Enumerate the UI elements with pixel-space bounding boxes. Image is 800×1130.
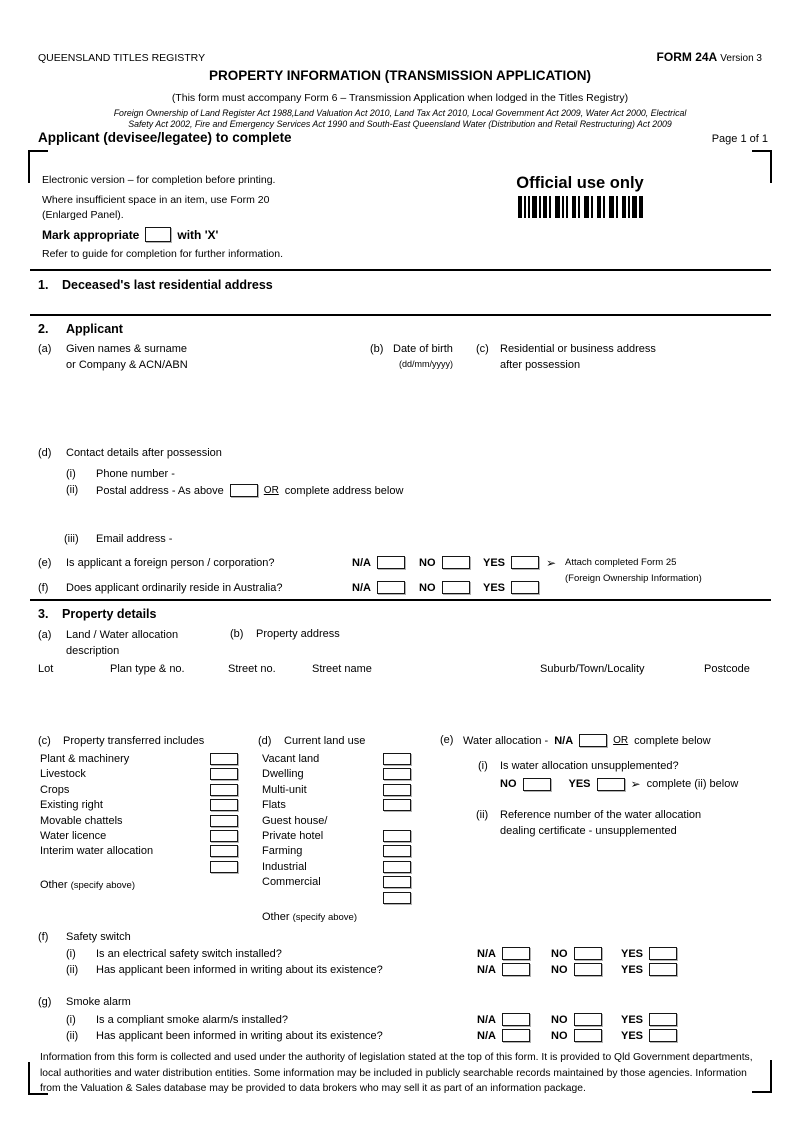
checkbox-mark-appropriate-sample[interactable] bbox=[145, 227, 171, 242]
checkbox-s2e-yes[interactable] bbox=[511, 556, 539, 569]
s3e-i-post: complete (ii) below bbox=[646, 778, 739, 790]
specify-text: (specify above) bbox=[70, 880, 135, 891]
checkbox-s3g-i-na[interactable] bbox=[502, 1013, 530, 1026]
s2e-tag: (e) bbox=[38, 557, 52, 569]
field-phone-number[interactable] bbox=[180, 466, 500, 481]
s2e-note1: Attach completed Form 25 bbox=[565, 557, 677, 568]
s2d-ii-tag: (ii) bbox=[66, 484, 79, 496]
s3e-ii-line1: Reference number of the water allocation bbox=[500, 809, 702, 821]
field-applicant-details[interactable] bbox=[38, 376, 760, 442]
checkbox-water-licence[interactable] bbox=[210, 830, 238, 842]
s3g-i-yes-group bbox=[621, 1013, 677, 1026]
no-label: NO bbox=[551, 1013, 568, 1026]
na-label: N/A bbox=[352, 581, 371, 594]
yes-label: YES bbox=[621, 947, 644, 960]
checkbox-s3d-other[interactable] bbox=[383, 892, 411, 904]
acts-line-1: Foreign Ownership of Land Register Act 1988,Land Valuation Act 2010, Land Tax Act 2010, Local Government Act 2009, Water Act 2000, Electrical bbox=[113, 108, 687, 118]
s2c-line1: Residential or business address bbox=[500, 343, 656, 355]
s2b-tag: (b) bbox=[370, 343, 384, 355]
completion-heading: Applicant (devisee/legatee) to complete bbox=[38, 130, 292, 145]
s3c-item-3: Existing right bbox=[40, 799, 103, 811]
mark-appropriate-post: with 'X' bbox=[177, 227, 219, 242]
s3a-line2: description bbox=[66, 645, 120, 657]
field-deceased-address[interactable] bbox=[38, 294, 760, 312]
s3d-item-2: Multi-unit bbox=[262, 784, 307, 796]
s3c-item-1: Livestock bbox=[40, 768, 86, 780]
col-plan-type: Plan type & no. bbox=[110, 663, 185, 675]
s3e-post: complete below bbox=[634, 734, 711, 747]
s3e-tag: (e) bbox=[440, 734, 454, 746]
official-use-label: Official use only bbox=[516, 174, 644, 192]
s3d-item-8: Commercial bbox=[262, 876, 321, 888]
instruction-insufficient-space: Where insufficient space in an item, use Form 20 bbox=[42, 194, 270, 206]
s3e-ii-line2: dealing certificate - unsupplemented bbox=[500, 825, 677, 837]
s2a-line2: or Company & ACN/ABN bbox=[66, 359, 188, 371]
checkbox-s3e-na[interactable] bbox=[579, 734, 607, 747]
checkbox-s3g-ii-no[interactable] bbox=[574, 1029, 602, 1042]
s3d-other-label bbox=[262, 911, 357, 923]
s3c-tag: (c) bbox=[38, 735, 51, 747]
s2f-yes-group bbox=[483, 581, 539, 594]
no-label: NO bbox=[551, 963, 568, 976]
no-label: NO bbox=[551, 947, 568, 960]
na-label: N/A bbox=[477, 1013, 496, 1026]
mark-appropriate-line bbox=[42, 227, 218, 242]
divider-above-section2 bbox=[30, 314, 771, 316]
no-label: NO bbox=[551, 1029, 568, 1042]
s3c-item-0: Plant & machinery bbox=[40, 753, 130, 765]
checkbox-s3f-i-no[interactable] bbox=[574, 947, 602, 960]
s3g-ii-question: Has applicant been informed in writing about its existence? bbox=[96, 1030, 383, 1042]
section3-number: 3. bbox=[38, 607, 49, 621]
s2b-hint: (dd/mm/yyyy) bbox=[399, 359, 453, 369]
s2d-i-tag: (i) bbox=[66, 468, 76, 480]
form-code-version bbox=[657, 50, 762, 64]
s3g-title: Smoke alarm bbox=[66, 996, 131, 1008]
s3f-ii-tag: (ii) bbox=[66, 964, 79, 976]
checkbox-flats[interactable] bbox=[383, 799, 411, 811]
checkbox-vacant-land[interactable] bbox=[383, 753, 411, 765]
checkbox-s2f-no[interactable] bbox=[442, 581, 470, 594]
s2a-line1: Given names & surname bbox=[66, 343, 188, 355]
s2f-no-group bbox=[419, 581, 470, 594]
section1-title: Deceased's last residential address bbox=[62, 278, 273, 292]
s3e-i-answers bbox=[500, 777, 738, 791]
s3d-item-1: Dwelling bbox=[262, 768, 304, 780]
checkbox-s3f-ii-no[interactable] bbox=[574, 963, 602, 976]
s2c-tag: (c) bbox=[476, 343, 489, 355]
na-label: N/A bbox=[352, 556, 371, 569]
no-label: NO bbox=[419, 581, 436, 594]
s3f-ii-no-group bbox=[551, 963, 602, 976]
s3f-tag: (f) bbox=[38, 931, 49, 943]
s3g-ii-no-group bbox=[551, 1029, 602, 1042]
form-code: FORM 24A bbox=[656, 50, 718, 64]
acts-line-2: Safety Act 2002, Fire and Emergency Services Act 1990 and South-East Queensland Water (Distribution and Retail Restructuring) Act 2009 bbox=[128, 119, 672, 129]
s3d-item-7: Industrial bbox=[262, 861, 307, 873]
na-label: N/A bbox=[477, 1029, 496, 1042]
checkbox-s3g-i-yes[interactable] bbox=[649, 1013, 677, 1026]
s3e-ii-tag: (ii) bbox=[476, 809, 489, 821]
yes-label: YES bbox=[621, 963, 644, 976]
yes-label: YES bbox=[621, 1029, 644, 1042]
s2d-i-label: Phone number - bbox=[96, 468, 175, 480]
divider-above-section1 bbox=[30, 269, 771, 271]
s3f-ii-yes-group bbox=[621, 963, 677, 976]
s3d-title: Current land use bbox=[284, 735, 366, 747]
s2f-tag: (f) bbox=[38, 582, 49, 594]
s3c-item-5: Water licence bbox=[40, 830, 107, 842]
section1-number: 1. bbox=[38, 278, 49, 292]
checkbox-s2e-no[interactable] bbox=[442, 556, 470, 569]
no-label: NO bbox=[500, 778, 517, 790]
section3-title: Property details bbox=[62, 607, 157, 621]
col-postcode: Postcode bbox=[704, 663, 750, 675]
s3g-i-tag: (i) bbox=[66, 1014, 76, 1026]
specify-text: (specify above) bbox=[292, 912, 357, 923]
checkbox-s3f-i-yes[interactable] bbox=[649, 947, 677, 960]
s2d-iii-tag: (iii) bbox=[64, 533, 79, 545]
col-lot: Lot bbox=[38, 663, 54, 675]
s3g-i-question: Is a compliant smoke alarm/s installed? bbox=[96, 1014, 288, 1026]
checkbox-crops[interactable] bbox=[210, 784, 238, 796]
yes-label: YES bbox=[483, 556, 506, 569]
s3f-i-question: Is an electrical safety switch installed? bbox=[96, 948, 282, 960]
s2d-ii-or: OR bbox=[263, 485, 279, 496]
s3g-tag: (g) bbox=[38, 996, 52, 1008]
other-text: Other bbox=[40, 879, 68, 891]
checkbox-industrial[interactable] bbox=[383, 861, 411, 873]
s3c-other-label bbox=[40, 879, 135, 891]
s2d-label: Contact details after possession bbox=[66, 447, 222, 459]
s3d-item-5: Private hotel bbox=[262, 830, 324, 842]
s3e-or: OR bbox=[613, 735, 629, 746]
checkbox-s2f-na[interactable] bbox=[377, 581, 405, 594]
checkbox-s3c-other[interactable] bbox=[210, 861, 238, 873]
instruction-enlarged-panel: (Enlarged Panel). bbox=[42, 209, 124, 221]
yes-label: YES bbox=[483, 581, 506, 594]
field-email-address[interactable] bbox=[180, 531, 600, 546]
checkbox-s3f-ii-na[interactable] bbox=[502, 963, 530, 976]
divider-above-section3 bbox=[30, 599, 771, 601]
na-label: N/A bbox=[477, 947, 496, 960]
checkbox-s3e-i-yes[interactable] bbox=[597, 778, 625, 791]
s2e-na-group bbox=[352, 556, 405, 569]
checkbox-interim-water-allocation[interactable] bbox=[210, 845, 238, 857]
s3g-i-no-group bbox=[551, 1013, 602, 1026]
s3c-item-6: Interim water allocation bbox=[40, 845, 154, 857]
page-number: Page 1 of 1 bbox=[711, 133, 768, 145]
s3e-i-tag: (i) bbox=[478, 760, 488, 772]
field-water-allocation-reference[interactable] bbox=[478, 845, 758, 915]
s3f-i-tag: (i) bbox=[66, 948, 76, 960]
s2d-ii-pre: Postal address - As above bbox=[96, 484, 224, 497]
s3e-header bbox=[463, 734, 711, 747]
checkbox-s3f-ii-yes[interactable] bbox=[649, 963, 677, 976]
s3f-i-yes-group bbox=[621, 947, 677, 960]
arrow-icon: ➢ bbox=[546, 556, 557, 570]
s2e-yes-group bbox=[483, 556, 539, 569]
checkbox-s3g-i-no[interactable] bbox=[574, 1013, 602, 1026]
checkbox-s3f-i-na[interactable] bbox=[502, 947, 530, 960]
barcode bbox=[518, 196, 645, 218]
registry-name: QUEENSLAND TITLES REGISTRY bbox=[38, 52, 206, 64]
s3g-ii-na-group bbox=[477, 1029, 530, 1042]
corner-mark-top-right bbox=[752, 150, 772, 183]
s3b-label: Property address bbox=[256, 628, 340, 640]
s3b-tag: (b) bbox=[230, 628, 244, 640]
checkbox-s3e-i-no[interactable] bbox=[523, 778, 551, 791]
field-property-description[interactable] bbox=[38, 680, 760, 730]
checkbox-movable-chattels[interactable] bbox=[210, 815, 238, 827]
yes-label: YES bbox=[568, 778, 591, 790]
s3f-ii-question: Has applicant been informed in writing about its existence? bbox=[96, 964, 383, 976]
s3a-tag: (a) bbox=[38, 629, 52, 641]
checkbox-guest-house-private-hotel[interactable] bbox=[383, 830, 411, 842]
s2d-ii-line bbox=[96, 484, 403, 497]
s3c-item-4: Movable chattels bbox=[40, 815, 123, 827]
s3d-item-3: Flats bbox=[262, 799, 286, 811]
privacy-statement: Information from this form is collected and used under the authority of legislation stated at the top of this form. It is provided to Qld Government departments, local authorities and water distribution entities. Some information may be included in publicly searchable records maintained by those agencies. Information from the Valuation & Sales database may be provided to data brokers who may sell it as part of an information package. bbox=[40, 1052, 753, 1094]
s2d-tag: (d) bbox=[38, 447, 52, 459]
instruction-electronic-version: Electronic version – for completion before printing. bbox=[42, 174, 276, 186]
yes-label: YES bbox=[621, 1013, 644, 1026]
other-text: Other bbox=[262, 911, 290, 923]
col-suburb: Suburb/Town/Locality bbox=[540, 663, 645, 675]
s3g-i-na-group bbox=[477, 1013, 530, 1026]
checkbox-existing-right[interactable] bbox=[210, 799, 238, 811]
s3d-tag: (d) bbox=[258, 735, 272, 747]
checkbox-dwelling[interactable] bbox=[383, 768, 411, 780]
s3d-item-6: Farming bbox=[262, 845, 303, 857]
checkbox-plant-machinery[interactable] bbox=[210, 753, 238, 765]
checkbox-farming[interactable] bbox=[383, 845, 411, 857]
checkbox-multi-unit[interactable] bbox=[383, 784, 411, 796]
s2e-note2: (Foreign Ownership Information) bbox=[565, 573, 702, 584]
col-street-no: Street no. bbox=[228, 663, 276, 675]
s2c-line2: after possession bbox=[500, 359, 581, 371]
s3g-ii-tag: (ii) bbox=[66, 1030, 79, 1042]
instruction-refer-guide: Refer to guide for completion for further information. bbox=[42, 248, 284, 260]
section2-title: Applicant bbox=[66, 322, 123, 336]
checkbox-livestock[interactable] bbox=[210, 768, 238, 780]
s3f-i-na-group bbox=[477, 947, 530, 960]
no-label: NO bbox=[419, 556, 436, 569]
checkbox-s2e-na[interactable] bbox=[377, 556, 405, 569]
s3d-item-0: Vacant land bbox=[262, 753, 320, 765]
s3f-i-no-group bbox=[551, 947, 602, 960]
s3f-title: Safety switch bbox=[66, 931, 131, 943]
s3e-i-question: Is water allocation unsupplemented? bbox=[500, 760, 679, 772]
s3a-line1: Land / Water allocation bbox=[66, 629, 179, 641]
s2e-question: Is applicant a foreign person / corporation? bbox=[66, 557, 275, 569]
s2d-ii-post: complete address below bbox=[284, 484, 404, 497]
s3e-pre: Water allocation - bbox=[463, 734, 549, 747]
arrow-icon: ➢ bbox=[630, 777, 641, 791]
s3d-item-4: Guest house/ bbox=[262, 815, 328, 827]
s2f-na-group bbox=[352, 581, 405, 594]
s2b-label: Date of birth bbox=[393, 343, 453, 355]
na-label: N/A bbox=[477, 963, 496, 976]
checkbox-s2f-yes[interactable] bbox=[511, 581, 539, 594]
s3g-ii-yes-group bbox=[621, 1029, 677, 1042]
s3c-item-2: Crops bbox=[40, 784, 70, 796]
section2-number: 2. bbox=[38, 322, 49, 336]
na-label: N/A bbox=[554, 734, 574, 747]
s2e-no-group bbox=[419, 556, 470, 569]
checkbox-postal-as-above[interactable] bbox=[230, 484, 258, 497]
s3f-ii-na-group bbox=[477, 963, 530, 976]
field-postal-address[interactable] bbox=[96, 502, 596, 530]
checkbox-s3g-ii-na[interactable] bbox=[502, 1029, 530, 1042]
s2f-question: Does applicant ordinarily reside in Australia? bbox=[66, 582, 283, 594]
mark-appropriate-pre: Mark appropriate bbox=[42, 227, 140, 242]
form-subtitle: (This form must accompany Form 6 – Transmission Application when lodged in the Titles Registry) bbox=[171, 92, 629, 104]
s2d-iii-label: Email address - bbox=[96, 533, 173, 545]
s3c-title: Property transferred includes bbox=[63, 735, 205, 747]
checkbox-s3g-ii-yes[interactable] bbox=[649, 1029, 677, 1042]
s2a-tag: (a) bbox=[38, 343, 52, 355]
col-street-name: Street name bbox=[312, 663, 372, 675]
form-title: PROPERTY INFORMATION (TRANSMISSION APPLICATION) bbox=[208, 68, 591, 83]
checkbox-commercial[interactable] bbox=[383, 876, 411, 888]
form-version: Version 3 bbox=[720, 53, 762, 64]
